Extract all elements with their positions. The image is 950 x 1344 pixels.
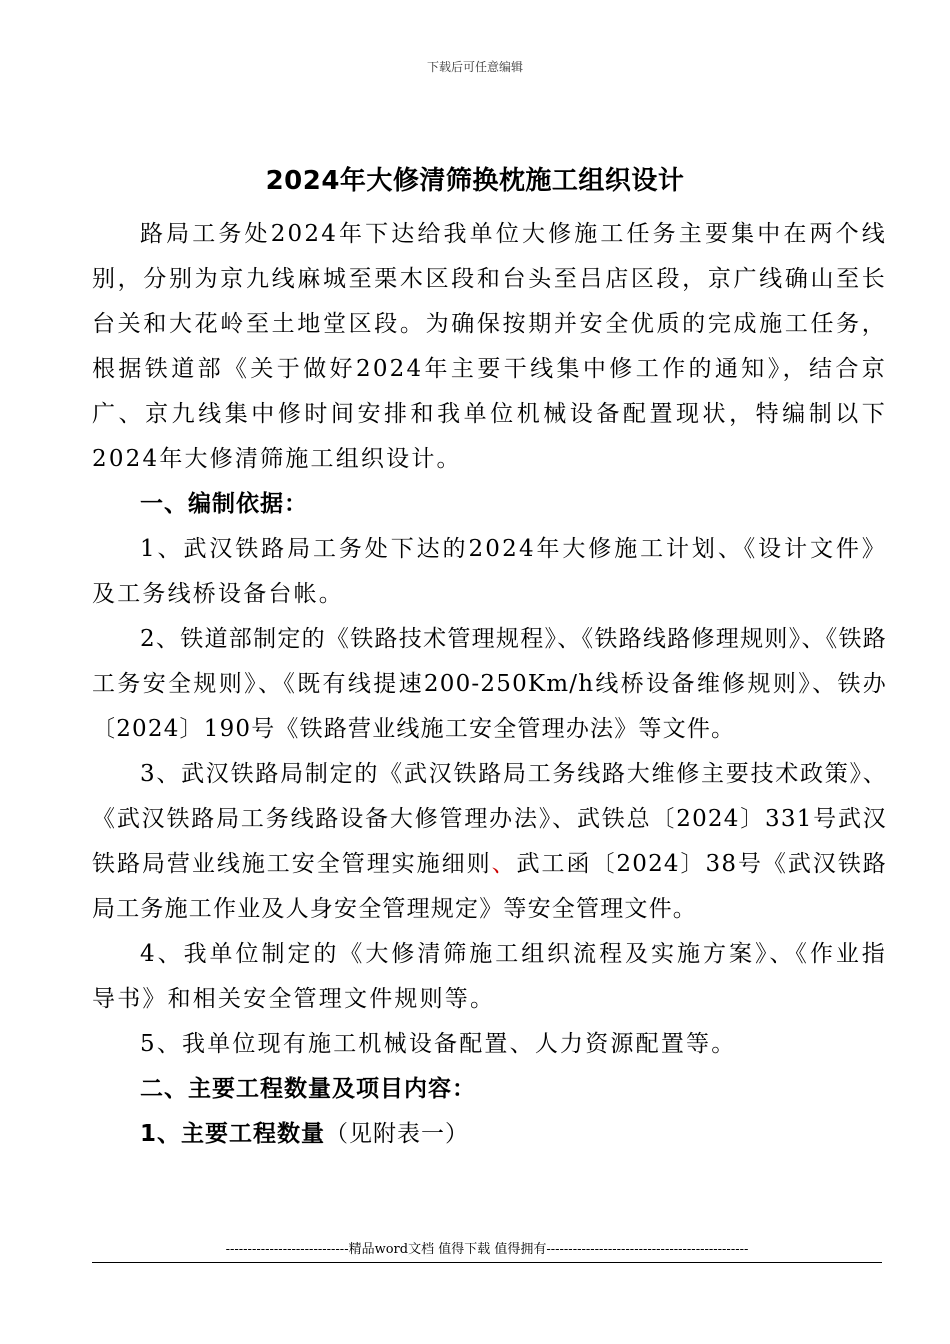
document-body — [92, 212, 887, 1157]
intro-paragraph: 路局工务处2024年下达给我单位大修施工任务主要集中在两个线别，分别为京九线麻城至栗木区段和台头至吕店区段，京广线确山至长台关和大花岭至土地堂区段。为确保按期并安全优质的完成施工任务，根据铁道部《关于做好2024年主要干线集中修工作的通知》，结合京广、京九线集中修时间安排和我单位机械设备配置现状，特编制以下2024年大修清筛施工组织设计。 — [92, 221, 887, 472]
basis-item-3-red-mark: 、 — [491, 851, 517, 877]
basis-item-3 — [92, 752, 887, 932]
header-note: 下载后可任意编辑 — [426, 60, 523, 74]
basis-item-3-part-2: 武工函〔2024〕38号《武汉铁路局工务施工作业及人身安全管理规定》等安全管理文件。 — [92, 851, 888, 922]
section-2-heading: 二、主要工程数量及项目内容： — [140, 1076, 476, 1102]
basis-item-3-part-1: 3、武汉铁路局制定的《武汉铁路局工务线路大维修主要技术政策》、《武汉铁路局工务线路设备大修管理办法》、武铁总〔2024〕331号武汉铁路局营业线施工安全管理实施细则 — [92, 761, 887, 877]
section-2-subheading — [92, 1112, 887, 1157]
basis-item-4: 4、我单位制定的《大修清筛施工组织流程及实施方案》、《作业指导书》和相关安全管理文件规则等。 — [92, 941, 887, 1012]
basis-item-1: 1、武汉铁路局工务处下达的2024年大修施工计划、《设计文件》及工务线桥设备台帐。 — [92, 536, 887, 607]
subheading-label: 1、主要工程数量 — [140, 1121, 326, 1147]
section-1-heading: 一、编制依据： — [140, 491, 308, 517]
page-footer: ----------------------------精品word文档 值得下载 值得拥有---------------------------------------------- — [92, 1238, 882, 1263]
document-title: 2024年大修清筛换枕施工组织设计 — [265, 166, 685, 196]
basis-item-2: 2、铁道部制定的《铁路技术管理规程》、《铁路线路修理规则》、《铁路工务安全规则》、《既有线提速200-250Km/h线桥设备维修规则》、铁办〔2024〕190号《铁路营业线施工安全管理办法》等文件。 — [92, 626, 887, 742]
basis-item-5: 5、我单位现有施工机械设备配置、人力资源配置等。 — [140, 1031, 737, 1057]
subheading-note: （见附表一） — [325, 1121, 470, 1147]
